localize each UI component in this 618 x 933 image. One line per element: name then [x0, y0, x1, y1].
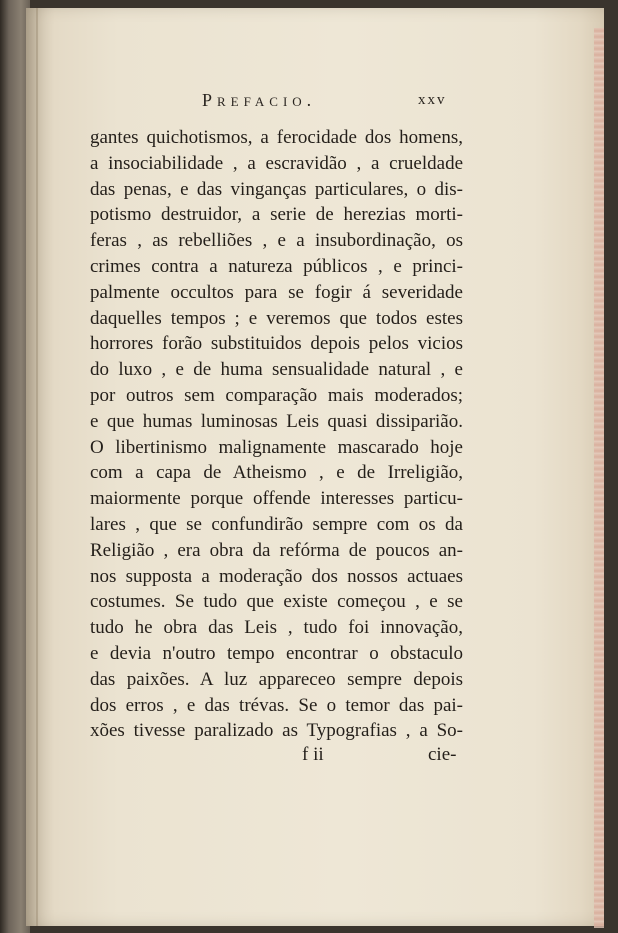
text-line: potismo destruidor, a serie de herezias morti- [90, 204, 463, 226]
body-text [90, 125, 463, 744]
text-line: maiormente porque offende interesses particu- [90, 488, 463, 510]
text-line: feras , as rebelliões , e a insubordinação, os [90, 230, 463, 252]
running-head-title: Prefacio. [202, 90, 317, 110]
text-line: por outros sem comparação mais moderados; [90, 384, 463, 406]
text-line: costumes. Se tudo que existe começou , e se [90, 591, 463, 613]
text-line: tudo he obra das Leis , tudo foi innovação, [90, 617, 463, 639]
text-line: dos erros , e das trévas. Se o temor das pai- [90, 694, 463, 716]
text-line: gantes quichotismos, a ferocidade dos homens, [90, 127, 463, 148]
text-line: e devia n'outro tempo encontrar o obstaculo [90, 642, 463, 664]
text-line: xões tivesse paralizado as Typografias , a So- [90, 720, 463, 742]
text-line: e que humas luminosas Leis quasi dissiparião. [90, 410, 463, 432]
text-line: nos supposta a moderação dos nossos actuaes [90, 565, 463, 587]
text-line: com a capa de Atheismo , e de Irreligião, [90, 462, 463, 484]
running-head [0, 90, 618, 120]
text-line: a insociabilidade , a escravidão , a crueldade [90, 152, 463, 174]
signature-mark: f ii [302, 744, 324, 765]
text-line: O libertinismo malignamente mascarado hoje [90, 436, 463, 458]
catchword: cie- [428, 744, 457, 765]
text-line: do luxo , e de huma sensualidade natural , e [90, 359, 463, 381]
text-line: das penas, e das vinganças particulares, o dis- [90, 178, 463, 200]
page-number: xxv [418, 92, 447, 108]
text-line: daquelles tempos ; e veremos que todos estes [90, 307, 463, 329]
text-line: Religião , era obra da refórma de poucos an- [90, 539, 463, 561]
text-line: palmente occultos para se fogir á severidade [90, 281, 463, 303]
page-fore-edge [594, 28, 604, 928]
text-line: lares , que se confundirão sempre com os da [90, 513, 463, 535]
gutter-shadow [36, 8, 38, 926]
text-line: crimes contra a natureza públicos , e princi- [90, 255, 463, 277]
text-line: das paixões. A luz appareceo sempre depois [90, 668, 463, 690]
text-line: horrores forão substituidos depois pelos vicios [90, 333, 463, 355]
